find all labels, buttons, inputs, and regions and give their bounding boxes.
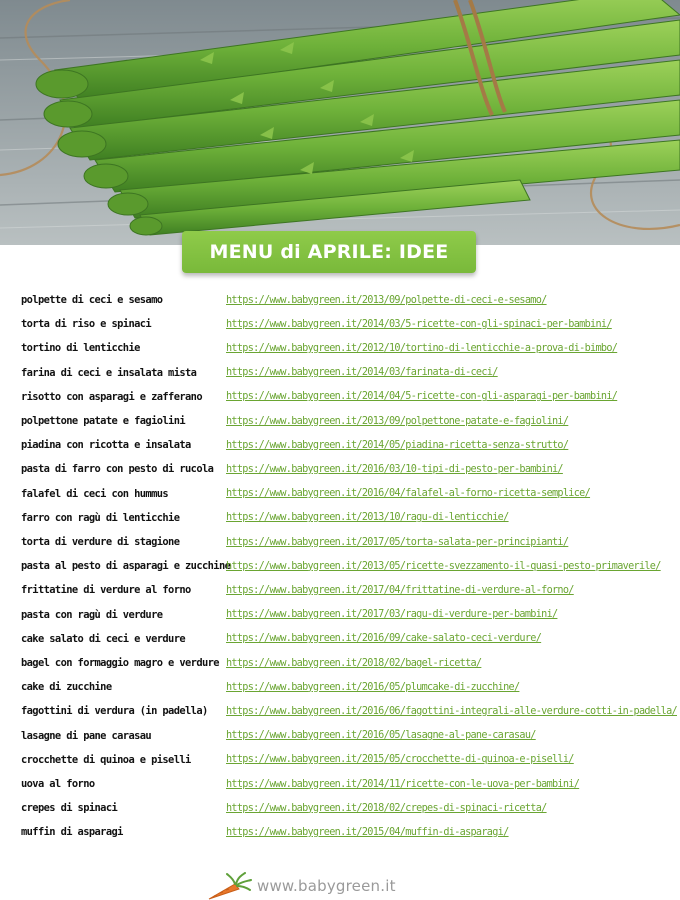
recipe-link[interactable]: https://www.babygreen.it/2014/03/5-ricette-con-gli-spinaci-per-bambini/ <box>226 318 612 330</box>
list-item <box>0 822 680 842</box>
recipe-link[interactable]: https://www.babygreen.it/2017/03/ragu-di-verdure-per-bambini/ <box>226 609 558 621</box>
recipe-link[interactable]: https://www.babygreen.it/2016/06/fagottini-integrali-alle-verdure-cotti-in-padella/ <box>226 705 677 717</box>
recipe-link[interactable]: https://www.babygreen.it/2013/09/polpettone-patate-e-fagiolini/ <box>226 415 569 427</box>
recipe-link[interactable]: https://www.babygreen.it/2014/05/piadina-ricetta-senza-strutto/ <box>226 439 569 451</box>
recipe-name: fagottini di verdura (in padella) <box>21 705 208 718</box>
recipe-name: bagel con formaggio magro e verdure <box>21 657 219 669</box>
list-item <box>0 580 680 600</box>
recipe-name: tortino di lenticchie <box>21 342 140 355</box>
recipe-name: torta di riso e spinaci <box>21 318 152 331</box>
list-item <box>0 677 680 697</box>
recipe-name: pasta al pesto di asparagi e zucchine <box>21 560 231 573</box>
recipe-link[interactable]: https://www.babygreen.it/2013/09/polpette-di-ceci-e-sesamo/ <box>226 294 547 306</box>
recipe-name: polpettone patate e fagiolini <box>21 415 186 427</box>
recipe-link[interactable]: https://www.babygreen.it/2017/05/torta-salata-per-principianti/ <box>226 536 569 548</box>
list-item <box>0 338 680 358</box>
hero-asparagus-photo <box>0 0 680 245</box>
list-item <box>0 508 680 528</box>
recipe-name: cake di zucchine <box>21 681 112 694</box>
recipe-link[interactable]: https://www.babygreen.it/2018/02/crepes-di-spinaci-ricetta/ <box>226 802 547 814</box>
recipe-link[interactable]: https://www.babygreen.it/2014/04/5-ricette-con-gli-asparagi-per-bambini/ <box>226 391 618 403</box>
recipe-link[interactable]: https://www.babygreen.it/2015/05/crocchette-di-quinoa-e-piselli/ <box>226 754 574 766</box>
list-item <box>0 435 680 455</box>
recipe-link[interactable]: https://www.babygreen.it/2013/10/ragu-di-lenticchie/ <box>226 512 509 524</box>
menu-title-banner <box>182 231 476 273</box>
list-item <box>0 532 680 552</box>
footer <box>205 872 465 900</box>
recipe-link[interactable]: https://www.babygreen.it/2016/03/10-tipi-di-pesto-per-bambini/ <box>226 463 563 475</box>
recipe-link[interactable]: https://www.babygreen.it/2016/05/plumcake-di-zucchine/ <box>226 681 520 693</box>
recipe-name: lasagne di pane carasau <box>21 729 152 742</box>
recipe-name: cake salato di ceci e verdure <box>21 632 186 645</box>
list-item <box>0 363 680 383</box>
list-item <box>0 629 680 649</box>
recipe-name: muffin di asparagi <box>21 826 123 839</box>
list-item <box>0 411 680 431</box>
list-item <box>0 314 680 334</box>
recipe-name: frittatine di verdure al forno <box>21 584 191 597</box>
recipe-name: risotto con asparagi e zafferano <box>21 390 202 403</box>
recipe-link[interactable]: https://www.babygreen.it/2012/10/tortino-di-lenticchie-a-prova-di-bimbo/ <box>226 342 618 354</box>
list-item <box>0 605 680 625</box>
recipe-name: piadina con ricotta e insalata <box>21 439 191 452</box>
asparagus-illustration <box>0 0 680 245</box>
list-item <box>0 387 680 407</box>
recipe-link[interactable]: https://www.babygreen.it/2014/03/farinata-di-ceci/ <box>226 367 498 379</box>
list-item <box>0 484 680 504</box>
recipe-link[interactable]: https://www.babygreen.it/2018/02/bagel-ricetta/ <box>226 657 482 669</box>
recipe-link[interactable]: https://www.babygreen.it/2016/04/falafel-al-forno-ricetta-semplice/ <box>226 488 591 500</box>
recipe-name: pasta con ragù di verdure <box>21 608 163 621</box>
list-item <box>0 701 680 721</box>
list-item <box>0 556 680 576</box>
recipe-name: torta di verdure di stagione <box>21 536 180 548</box>
recipe-name: pasta di farro con pesto di rucola <box>21 463 214 476</box>
page-title: MENU di APRILE: IDEE <box>209 241 449 263</box>
recipe-name: crocchette di quinoa e piselli <box>21 753 191 766</box>
recipe-name: crepes di spinaci <box>21 802 118 815</box>
carrot-icon <box>205 872 253 900</box>
list-item <box>0 750 680 770</box>
recipe-name: farina di ceci e insalata mista <box>21 366 197 379</box>
list-item <box>0 726 680 746</box>
recipe-name: uova al forno <box>21 778 95 790</box>
recipe-link[interactable]: https://www.babygreen.it/2016/05/lasagne-al-pane-carasau/ <box>226 730 536 742</box>
site-url: www.babygreen.it <box>257 877 396 895</box>
recipe-name: falafel di ceci con hummus <box>21 487 169 500</box>
list-item <box>0 774 680 794</box>
recipe-name: polpette di ceci e sesamo <box>21 294 163 306</box>
recipe-link[interactable]: https://www.babygreen.it/2013/05/ricette-svezzamento-il-quasi-pesto-primaverile/ <box>226 560 661 572</box>
list-item <box>0 459 680 479</box>
recipe-link[interactable]: https://www.babygreen.it/2015/04/muffin-di-asparagi/ <box>226 826 509 838</box>
recipe-link[interactable]: https://www.babygreen.it/2014/11/ricette-con-le-uova-per-bambini/ <box>226 778 580 790</box>
recipe-link[interactable]: https://www.babygreen.it/2016/09/cake-salato-ceci-verdure/ <box>226 633 542 645</box>
recipe-link[interactable]: https://www.babygreen.it/2017/04/frittatine-di-verdure-al-forno/ <box>226 584 574 596</box>
list-item <box>0 798 680 818</box>
recipe-name: farro con ragù di lenticchie <box>21 511 180 524</box>
list-item <box>0 653 680 673</box>
list-item <box>0 290 680 310</box>
